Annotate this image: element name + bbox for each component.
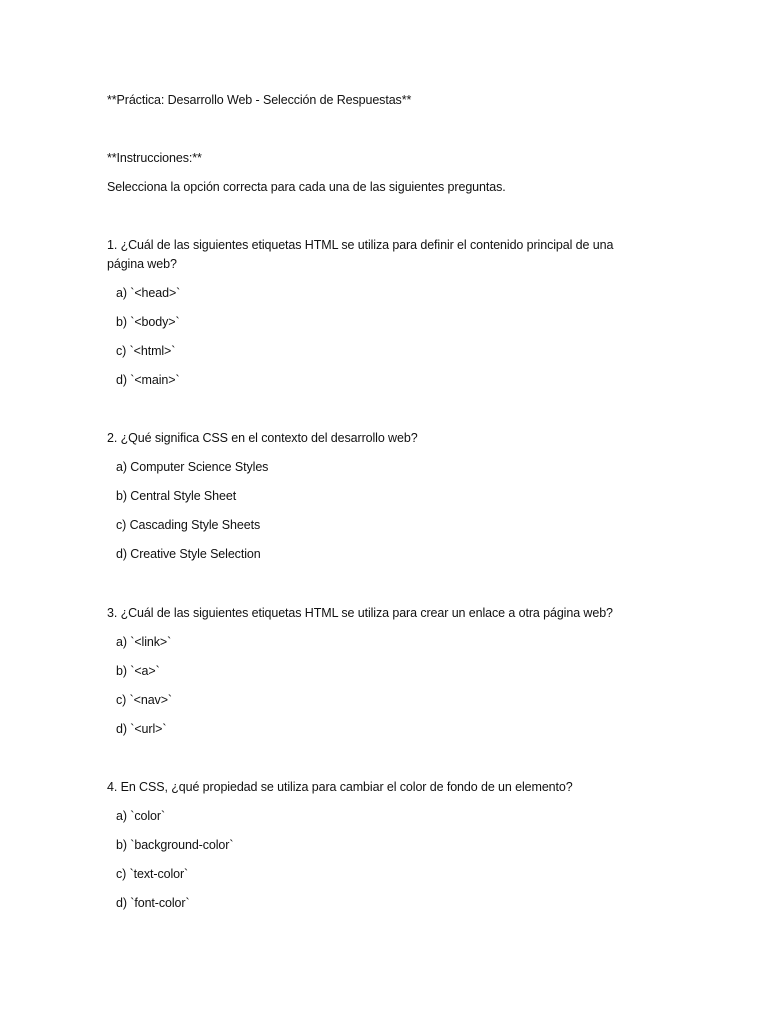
question-4-text: 4. En CSS, ¿qué propiedad se utiliza para cambiar el color de fondo de un elemento?	[107, 780, 573, 794]
instructions-text: Selecciona la opción correcta para cada una de las siguientes preguntas.	[107, 180, 506, 194]
document-title: **Práctica: Desarrollo Web - Selección de Respuestas**	[107, 93, 412, 107]
instructions-heading: **Instrucciones:**	[107, 151, 202, 165]
question-4-option-b: b) `background-color`	[116, 838, 234, 852]
question-1-option-a: a) `<head>`	[116, 286, 181, 300]
question-4-option-a: a) `color`	[116, 809, 166, 823]
question-3-option-b: b) `<a>`	[116, 664, 160, 678]
question-2-option-b: b) Central Style Sheet	[116, 489, 237, 503]
question-2-option-c: c) Cascading Style Sheets	[116, 518, 261, 532]
question-1-text: 1. ¿Cuál de las siguientes etiquetas HTML se utiliza para definir el contenido principal de una página web?	[107, 238, 614, 271]
question-2-option-d: d) Creative Style Selection	[116, 547, 261, 561]
question-1-option-c: c) `<html>`	[116, 344, 176, 358]
question-1-option-d: d) `<main>`	[116, 373, 180, 387]
question-4-option-c: c) `text-color`	[116, 867, 189, 881]
question-3-option-c: c) `<nav>`	[116, 693, 172, 707]
question-3-option-a: a) `<link>`	[116, 635, 172, 649]
question-3-option-d: d) `<url>`	[116, 722, 167, 736]
question-3-text: 3. ¿Cuál de las siguientes etiquetas HTML se utiliza para crear un enlace a otra página web?	[107, 606, 613, 620]
question-4-option-d: d) `font-color`	[116, 896, 190, 910]
question-2-option-a: a) Computer Science Styles	[116, 460, 269, 474]
question-1-option-b: b) `<body>`	[116, 315, 180, 329]
question-2-text: 2. ¿Qué significa CSS en el contexto del desarrollo web?	[107, 431, 418, 445]
